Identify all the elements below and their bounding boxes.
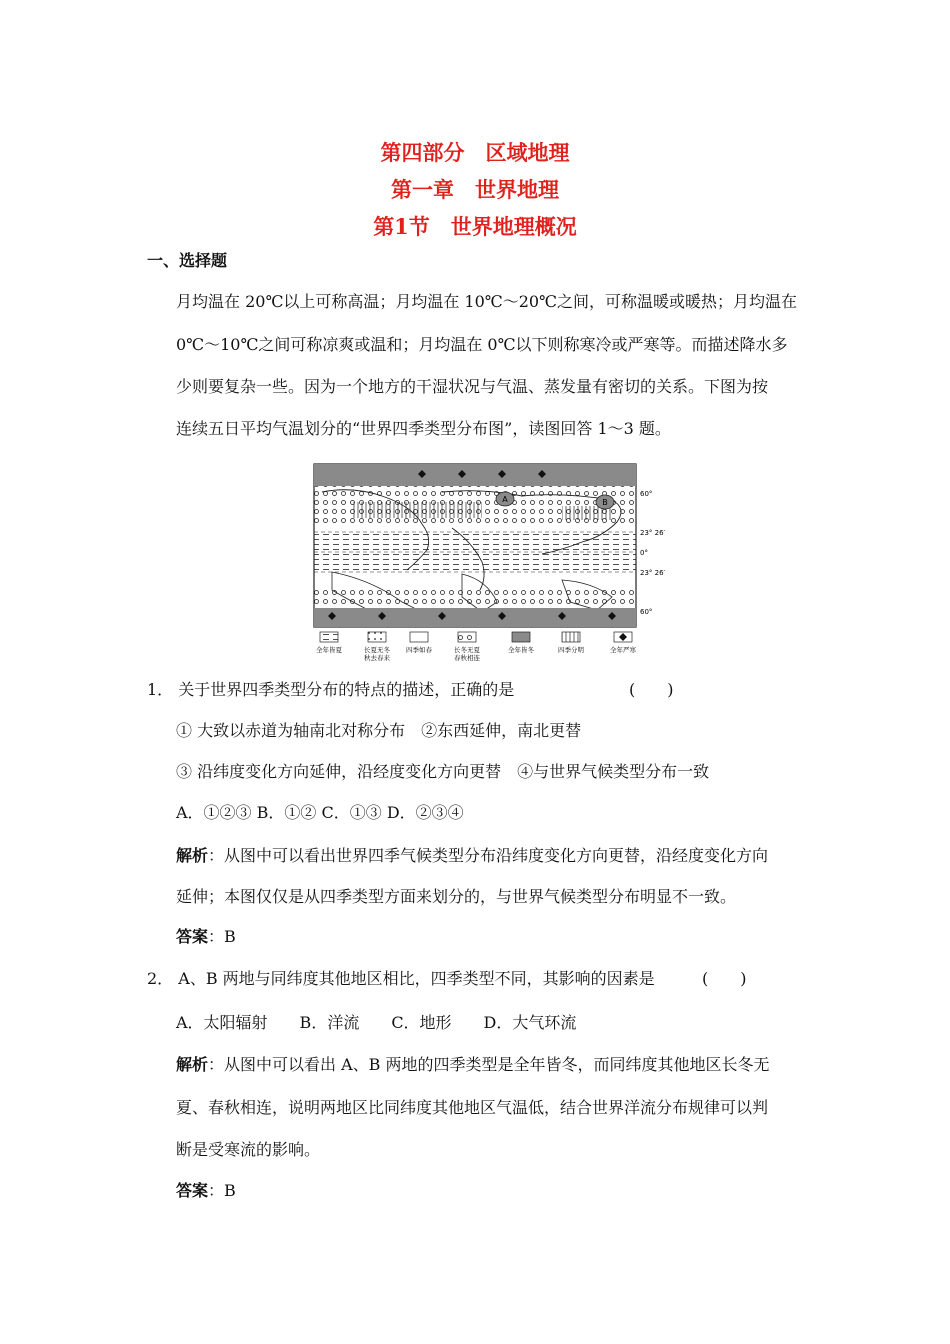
q1-analysis-label: 解析 <box>176 846 209 865</box>
legend-label-2a: 长夏无冬 <box>364 646 390 654</box>
q1-options-line-2: ③ 沿纬度变化方向延伸，沿经度变化方向更替 ④与世界气候类型分布一致 <box>176 762 710 781</box>
q2-analysis-text-1: ：从图中可以看出 A、B 两地的四季类型是全年皆冬，而同纬度其他地区长冬无 <box>208 1055 770 1074</box>
chapter-title: 第一章 世界地理 <box>391 177 559 202</box>
q1-answer-label: 答案 <box>176 927 209 946</box>
lat-label-equator: 0° <box>640 549 648 557</box>
q2-answer <box>176 1178 236 1201</box>
q1-paren: ( ) <box>629 680 674 699</box>
world-season-map <box>312 462 666 670</box>
q1-choices: A．①②③ B．①② C．①③ D．②③④ <box>176 803 464 822</box>
legend-label-5: 全年皆冬 <box>508 646 534 654</box>
q1-options-line-1: ① 大致以赤道为轴南北对称分布 ②东西延伸，南北更替 <box>176 721 582 740</box>
lat-label-tropic-n: 23° 26′ <box>640 529 666 537</box>
q2-choices: A．太阳辐射 B．洋流 C．地形 D．大气环流 <box>176 1013 577 1032</box>
map-frame <box>314 464 636 627</box>
q2-stem: 2． A、B 两地与同纬度其他地区相比，四季类型不同，其影响的因素是 <box>147 969 655 988</box>
legend-label-4b: 春秋相连 <box>454 654 480 662</box>
q2-analysis-label: 解析 <box>176 1055 209 1074</box>
map-legend <box>320 632 632 642</box>
q1-answer-value: ：B <box>208 927 236 946</box>
point-label-a: A <box>502 495 508 504</box>
legend-label-3: 四季如春 <box>406 646 432 654</box>
point-label-b: B <box>602 498 608 507</box>
intro-line-3: 少则要复杂一些。因为一个地方的干湿状况与气温、蒸发量有密切的关系。下图为按 <box>176 377 769 396</box>
q2-answer-value: ：B <box>208 1181 236 1200</box>
intro-line-2: 0℃～10℃之间可称凉爽或温和；月均温在 0℃以下则称寒冷或严寒等。而描述降水多 <box>176 335 788 354</box>
part-title: 第四部分 区域地理 <box>380 140 570 165</box>
q2-analysis-line-1 <box>176 1052 770 1075</box>
q2-analysis-line-3: 断是受寒流的影响。 <box>176 1140 321 1159</box>
legend-label-7: 全年严寒 <box>610 646 636 654</box>
q1-answer <box>176 924 236 947</box>
lat-label-60n: 60° <box>640 490 653 498</box>
q2-paren: ( ) <box>702 969 747 988</box>
legend-label-2b: 秋去春来 <box>364 654 390 662</box>
q2-answer-label: 答案 <box>176 1181 209 1200</box>
q1-analysis-line-2: 延伸；本图仅仅是从四季类型方面来划分的，与世界气候类型分布明显不一致。 <box>176 887 737 906</box>
lat-label-60s: 60° <box>640 608 653 616</box>
legend-label-6: 四季分明 <box>558 646 584 654</box>
lat-label-tropic-s: 23° 26′ <box>640 569 666 577</box>
section-heading: 一、选择题 <box>147 251 228 270</box>
section-title: 第1节 世界地理概况 <box>373 214 577 239</box>
q1-stem: 1． 关于世界四季类型分布的特点的描述，正确的是 <box>147 680 515 699</box>
q2-analysis-line-2: 夏、春秋相连，说明两地区比同纬度其他地区气温低，结合世界洋流分布规律可以判 <box>176 1098 769 1117</box>
intro-line-1: 月均温在 20℃以上可称高温；月均温在 10℃～20℃之间，可称温暖或暖热；月均温在 <box>176 292 797 311</box>
legend-label-1: 全年皆夏 <box>316 646 342 654</box>
legend-label-4a: 长冬无夏 <box>454 646 480 654</box>
q1-analysis-text-1: ：从图中可以看出世界四季气候类型分布沿纬度变化方向更替，沿经度变化方向 <box>208 846 769 865</box>
q1-analysis-line-1 <box>176 843 768 866</box>
intro-line-4: 连续五日平均气温划分的“世界四季类型分布图”，读图回答 1～3 题。 <box>176 419 671 438</box>
